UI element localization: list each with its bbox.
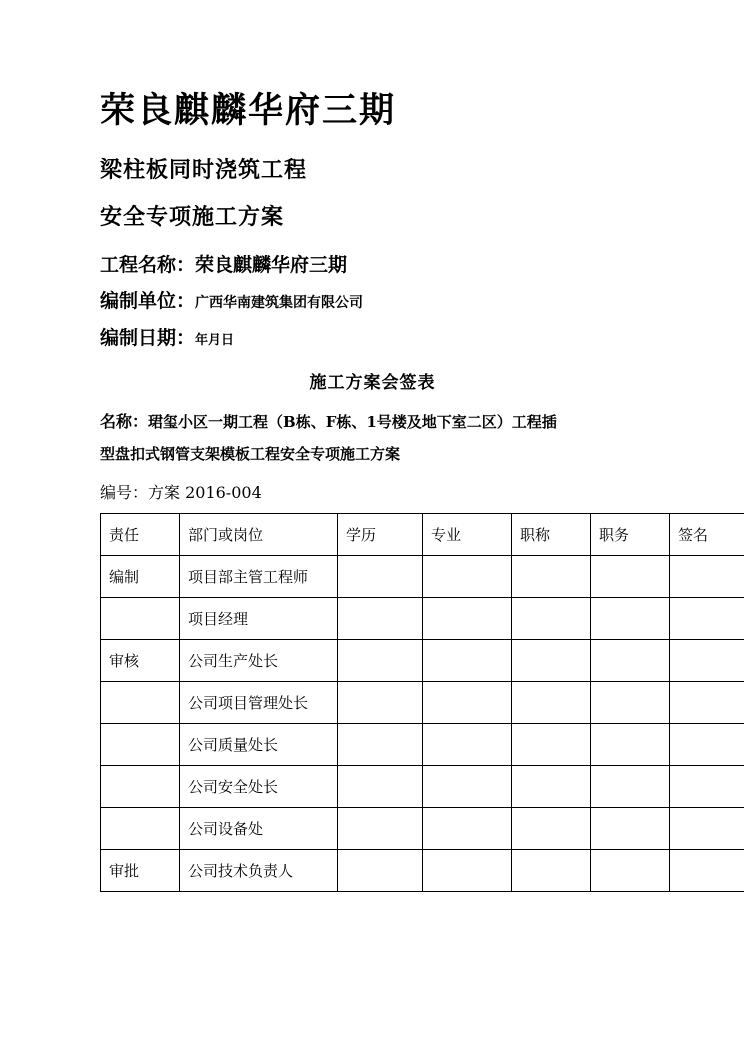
cell-signature[interactable] xyxy=(670,682,744,724)
cell-education[interactable] xyxy=(338,556,423,598)
signoff-project-name-text-2: 型盘扣式钢管支架模板工程安全专项施工方案 xyxy=(100,444,401,463)
cell-education[interactable] xyxy=(338,766,423,808)
table-header-education: 学历 xyxy=(338,514,423,556)
cell-signature[interactable] xyxy=(670,808,744,850)
table-row xyxy=(101,640,744,682)
cell-position[interactable] xyxy=(591,724,670,766)
cell-education[interactable] xyxy=(338,724,423,766)
cell-position[interactable] xyxy=(591,850,670,892)
cell-major[interactable] xyxy=(423,808,512,850)
table-header-major: 专业 xyxy=(423,514,512,556)
signoff-project-name-label: 名称： xyxy=(100,412,149,432)
cell-major[interactable] xyxy=(423,766,512,808)
document-subtitle-2: 安全专项施工方案 xyxy=(100,204,285,231)
cell-education[interactable] xyxy=(338,850,423,892)
cell-responsibility xyxy=(101,598,180,640)
table-header-row xyxy=(101,514,744,556)
table-row xyxy=(101,556,744,598)
table-row xyxy=(101,808,744,850)
meta-project-name xyxy=(100,251,645,280)
cell-signature[interactable] xyxy=(670,850,744,892)
cell-responsibility: 审批 xyxy=(101,850,180,892)
cell-title[interactable] xyxy=(512,766,591,808)
cell-title[interactable] xyxy=(512,682,591,724)
cell-responsibility xyxy=(101,808,180,850)
meta-compiling-unit-value: 广西华南建筑集团有限公司 xyxy=(195,295,364,312)
cell-responsibility xyxy=(101,682,180,724)
cell-responsibility: 编制 xyxy=(101,556,180,598)
cell-department: 公司设备处 xyxy=(180,808,338,850)
cell-department: 公司安全处长 xyxy=(180,766,338,808)
cell-position[interactable] xyxy=(591,556,670,598)
cell-department: 公司项目管理处长 xyxy=(180,682,338,724)
cell-major[interactable] xyxy=(423,850,512,892)
signoff-project-name-line-2 xyxy=(100,440,645,469)
cell-signature[interactable] xyxy=(670,640,744,682)
table-row xyxy=(101,724,744,766)
cell-signature[interactable] xyxy=(670,766,744,808)
cell-title[interactable] xyxy=(512,724,591,766)
signoff-project-name-text-1: 珺玺小区一期工程（B栋、F栋、1号楼及地下室二区）工程插 xyxy=(148,413,557,432)
meta-compiling-date xyxy=(100,324,645,353)
cell-major[interactable] xyxy=(423,724,512,766)
meta-compiling-unit xyxy=(100,287,645,316)
cell-position[interactable] xyxy=(591,808,670,850)
signoff-project-name-line-1 xyxy=(100,407,645,437)
cell-major[interactable] xyxy=(423,598,512,640)
meta-project-name-value: 荣良麒麟华府三期 xyxy=(195,253,348,276)
cell-education[interactable] xyxy=(338,808,423,850)
cell-department: 公司质量处长 xyxy=(180,724,338,766)
cell-major[interactable] xyxy=(423,682,512,724)
table-header-position: 职务 xyxy=(591,514,670,556)
cell-title[interactable] xyxy=(512,556,591,598)
cell-title[interactable] xyxy=(512,808,591,850)
document-subtitle-1: 梁柱板同时浇筑工程 xyxy=(100,156,308,183)
cell-position[interactable] xyxy=(591,640,670,682)
cell-responsibility xyxy=(101,724,180,766)
table-header-signature: 签名 xyxy=(670,514,744,556)
cell-signature[interactable] xyxy=(670,724,744,766)
cell-department: 公司生产处长 xyxy=(180,640,338,682)
document-body xyxy=(100,88,709,892)
cell-position[interactable] xyxy=(591,598,670,640)
meta-compiling-date-value: 年月日 xyxy=(195,332,235,348)
table-header-responsibility: 责任 xyxy=(101,514,180,556)
cell-department: 公司技术负责人 xyxy=(180,850,338,892)
cell-signature[interactable] xyxy=(670,598,744,640)
table-header-title: 职称 xyxy=(512,514,591,556)
cell-signature[interactable] xyxy=(670,556,744,598)
table-row xyxy=(101,850,744,892)
cell-department: 项目经理 xyxy=(180,598,338,640)
cell-responsibility xyxy=(101,766,180,808)
cell-title[interactable] xyxy=(512,598,591,640)
cell-position[interactable] xyxy=(591,682,670,724)
signoff-table-title: 施工方案会签表 xyxy=(309,373,436,394)
cell-title[interactable] xyxy=(512,640,591,682)
cell-major[interactable] xyxy=(423,640,512,682)
cell-major[interactable] xyxy=(423,556,512,598)
meta-compiling-date-label: 编制日期： xyxy=(100,326,196,349)
table-header-department: 部门或岗位 xyxy=(180,514,338,556)
signoff-table xyxy=(100,513,744,892)
cell-education[interactable] xyxy=(338,682,423,724)
cell-education[interactable] xyxy=(338,640,423,682)
table-row xyxy=(101,766,744,808)
cell-title[interactable] xyxy=(512,850,591,892)
cell-position[interactable] xyxy=(591,766,670,808)
page-title: 荣良麒麟华府三期 xyxy=(100,90,397,131)
meta-project-name-label: 工程名称： xyxy=(100,253,196,276)
cell-department: 项目部主管工程师 xyxy=(180,556,338,598)
cell-education[interactable] xyxy=(338,598,423,640)
table-row xyxy=(101,682,744,724)
cell-responsibility: 审核 xyxy=(101,640,180,682)
table-row xyxy=(101,598,744,640)
meta-compiling-unit-label: 编制单位： xyxy=(100,290,196,313)
document-number: 编号：方案 2016-004 xyxy=(100,483,262,503)
